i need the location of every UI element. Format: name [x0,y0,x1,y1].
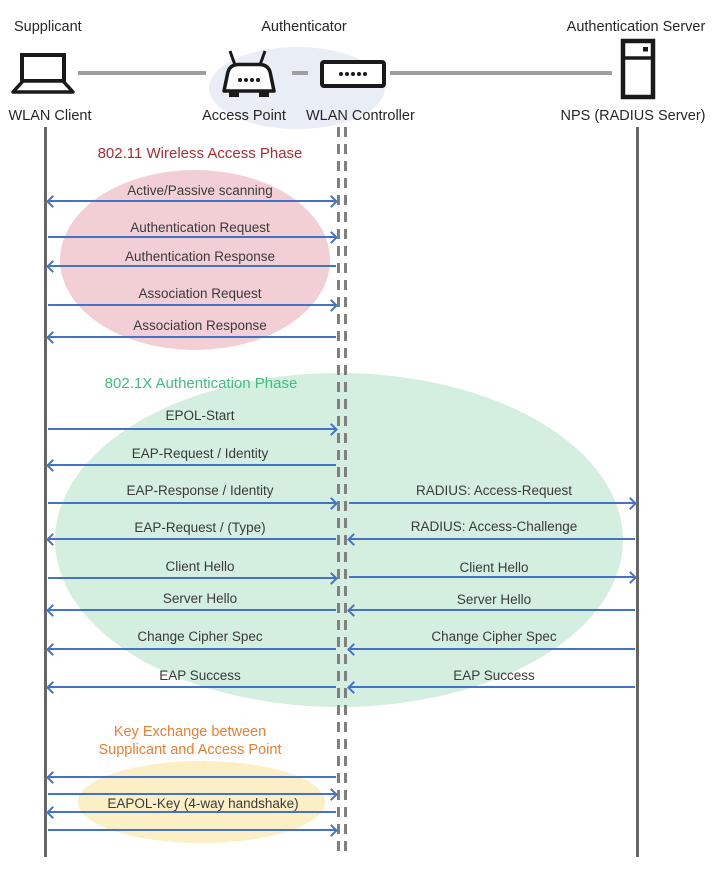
device-label-access-point: Access Point [202,108,286,124]
role-label-authenticator: Authenticator [261,19,347,35]
device-label-wlan-client: WLAN Client [8,108,92,124]
label-server-hello-left: Server Hello [162,591,238,606]
access-point-icon [219,48,279,102]
label-active-passive-scanning: Active/Passive scanning [127,183,273,198]
label-epol-start: EPOL-Start [165,408,235,423]
label-eap-success-left: EAP Success [159,668,241,683]
arrow-eapol-key-4 [47,823,337,837]
label-association-response: Association Response [133,318,267,333]
arrow-eapol-key-1 [47,770,337,784]
label-server-hello-right: Server Hello [456,592,532,607]
label-authentication-request: Authentication Request [130,220,270,235]
label-authentication-response: Authentication Response [124,249,276,264]
role-label-authentication-server: Authentication Server [566,19,706,35]
label-change-cipher-spec-left: Change Cipher Spec [137,629,263,644]
label-association-request: Association Request [138,286,262,301]
label-eap-request-type: EAP-Request / (Type) [134,520,266,535]
label-change-cipher-spec-right: Change Cipher Spec [431,629,557,644]
role-label-supplicant: Supplicant [14,19,82,35]
phase1-title: 802.11 Wireless Access Phase [97,145,303,162]
label-client-hello-left: Client Hello [165,559,235,574]
connector-line [292,71,308,75]
phase3-title-line1: Key Exchange between [113,724,267,740]
label-radius-access-request: RADIUS: Access-Request [415,483,573,498]
label-eap-request-identity: EAP-Request / Identity [131,446,269,461]
connector-line [78,71,206,75]
server-icon [620,38,656,100]
phase3-title [45,723,335,759]
label-eap-response-identity: EAP-Response / Identity [126,483,274,498]
laptop-icon [10,53,76,95]
wlan-controller-icon [320,59,386,89]
label-eap-success-right: EAP Success [453,668,535,683]
label-eapol-key-4-way-handshake: EAPOL-Key (4-way handshake) [107,796,299,811]
phase3-title-line2: Supplicant and Access Point [98,742,282,758]
label-client-hello-right: Client Hello [459,560,529,575]
device-label-nps-radius-server: NPS (RADIUS Server) [560,108,706,124]
device-label-wlan-controller: WLAN Controller [306,108,415,124]
phase2-title: 802.1X Authentication Phase [104,375,298,392]
connector-line [390,71,612,75]
label-radius-access-challenge: RADIUS: Access-Challenge [410,519,578,534]
